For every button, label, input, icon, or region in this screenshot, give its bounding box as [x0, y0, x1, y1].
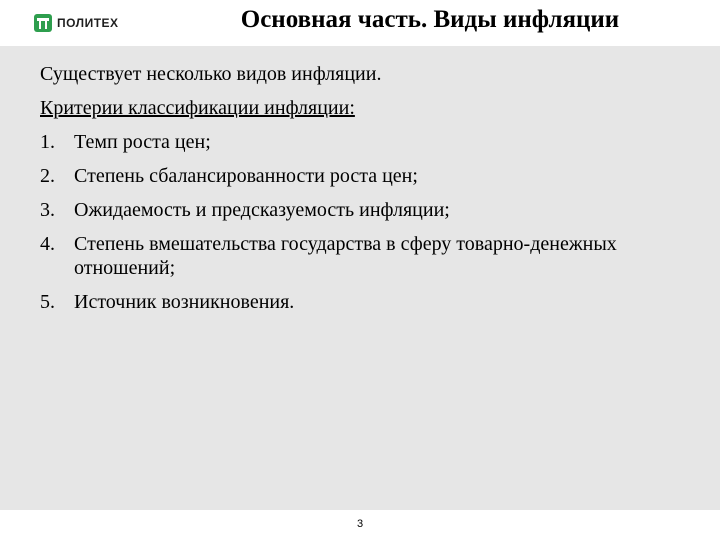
- logo: [34, 13, 119, 33]
- list-item-number: 4.: [40, 233, 55, 255]
- logo-text: ПОЛИТЕХ: [57, 16, 119, 30]
- politech-logo-icon: [34, 14, 52, 32]
- list-item-text: Степень вмешательства государства в сферу товарно-денежных отношений;: [74, 233, 617, 279]
- list-item-text: Степень сбалансированности роста цен;: [74, 165, 418, 187]
- slide-footer: [0, 510, 720, 540]
- list-item-number: 3.: [40, 199, 55, 221]
- page-number: 3: [356, 518, 364, 530]
- slide-body: [40, 62, 680, 324]
- list-item-text: Темп роста цен;: [74, 131, 211, 153]
- slide-title: Основная часть. Виды инфляции: [240, 6, 620, 33]
- list-item-text: Источник возникновения.: [74, 291, 295, 313]
- list-item: [40, 232, 680, 280]
- intro-text: Существует несколько видов инфляции.: [40, 63, 382, 85]
- list-item: [40, 198, 680, 222]
- criteria-list: [40, 130, 680, 314]
- slide-header: [0, 0, 720, 46]
- criteria-heading: Критерии классификации инфляции:: [40, 97, 355, 119]
- list-item-number: 1.: [40, 131, 55, 153]
- list-item: [40, 164, 680, 188]
- list-item-text: Ожидаемость и предсказуемость инфляции;: [74, 199, 450, 221]
- list-item: [40, 290, 680, 314]
- list-item-number: 5.: [40, 291, 55, 313]
- list-item: [40, 130, 680, 154]
- list-item-number: 2.: [40, 165, 55, 187]
